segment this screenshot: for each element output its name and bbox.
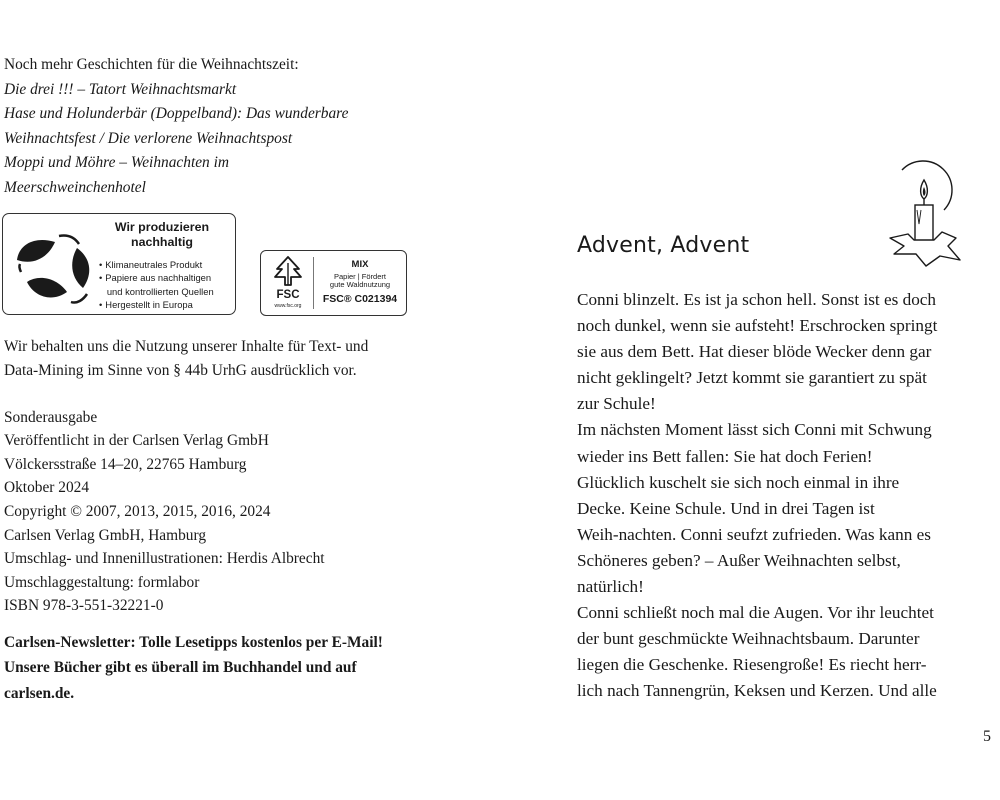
- text-line: Weih-nachten. Conni seufzt zufrieden. Was kann es: [577, 524, 931, 544]
- certification-logos: [4, 211, 424, 319]
- story-title: Meerschweinchenhotel: [4, 178, 146, 196]
- story-title: Hase und Holunderbär (Doppelband): Das wunderbare: [4, 105, 349, 123]
- text-line: Glücklich kuschelt sie sich noch einmal in ihre: [577, 472, 900, 492]
- text-line: zur Schule!: [577, 394, 656, 414]
- list-item: und kontrollierten Quellen: [106, 285, 214, 297]
- story-text: [577, 287, 997, 705]
- text-line: der bunt geschmückte Weihnachtsbaum. Darunter: [577, 629, 920, 649]
- fsc-badge: [260, 250, 407, 316]
- more-stories: [4, 53, 424, 201]
- fsc-description: Papier | Fördert gute Waldnutzung: [329, 271, 391, 290]
- badge-divider: [313, 257, 314, 309]
- story-title: Die drei !!! – Tatort Weihnachtsmarkt: [4, 80, 237, 98]
- more-stories-heading: Noch mehr Geschichten für die Weihnachtszeit:: [4, 56, 299, 73]
- text-line: liegen die Geschenke. Riesengroße! Es riecht herr-: [577, 655, 927, 675]
- fsc-license-code: FSC® C021394: [322, 292, 398, 305]
- list-item: • Klimaneutrales Produkt: [99, 258, 237, 272]
- text-line: Schöneres geben? – Außer Weihnachten selbst,: [577, 550, 901, 570]
- text-line: noch dunkel, wenn sie aufsteht! Erschrocken springt: [577, 316, 938, 336]
- leaves-recycle-icon: [13, 226, 93, 306]
- text-line: Decke. Keine Schule. Und in drei Tagen ist: [577, 498, 875, 518]
- list-item: • Papiere aus nachhaltigen: [99, 271, 237, 285]
- badge-bullets: [99, 258, 237, 312]
- text-line: nicht geklingelt? Jetzt kommt sie garantiert zu spät: [577, 368, 927, 388]
- imprint-line: Völckersstraße 14–20, 22765 Hamburg: [4, 455, 247, 473]
- candle-icon: [886, 152, 978, 270]
- imprint-line: Carlsen Verlag GmbH, Hamburg: [4, 526, 207, 544]
- chapter-title: Advent, Advent: [577, 233, 750, 258]
- text-line: Conni schließt noch mal die Augen. Vor ihr leuchtet: [577, 603, 934, 623]
- imprint-line: Copyright © 2007, 2013, 2015, 2016, 2024: [4, 502, 271, 520]
- list-item: • Hergestellt in Europa: [99, 298, 237, 312]
- fsc-tree-icon: [269, 255, 307, 289]
- sustainability-badge: [2, 213, 236, 315]
- newsletter-note: Carlsen-Newsletter: Tolle Lesetipps kostenlos per E-Mail! Unsere Bücher gibt es überall im Buchhandel und auf carlsen.de.: [4, 633, 383, 702]
- fsc-mix-label: MIX: [351, 258, 369, 270]
- imprint-line: Oktober 2024: [4, 479, 90, 497]
- left-page: [4, 53, 424, 706]
- imprint: [4, 406, 424, 618]
- text-data-mining-notice: Wir behalten uns die Nutzung unserer Inhalte für Text- und Data-Mining im Sinne von § 44b UrhG ausdrücklich vor.: [4, 337, 369, 380]
- imprint-line: Sonderausgabe: [4, 408, 98, 426]
- page-number: 5: [983, 728, 991, 745]
- text-line: wieder ins Bett fallen: Sie hat doch Ferien!: [577, 446, 873, 466]
- text-line: sie aus dem Bett. Hat dieser blöde Wecker denn gar: [577, 342, 932, 362]
- fsc-logo-text: FSC: [276, 288, 300, 301]
- text-line: Conni blinzelt. Es ist ja schon hell. Sonst ist es doch: [577, 290, 937, 309]
- story-title: Weihnachtsfest / Die verlorene Weihnachtspost: [4, 129, 293, 147]
- text-line: lich nach Tannengrün, Keksen und Kerzen. Und alle: [577, 681, 937, 701]
- text-line: natürlich!: [577, 577, 644, 597]
- fsc-website: www.fsc.org: [274, 302, 302, 309]
- imprint-line: ISBN 978-3-551-32221-0: [4, 597, 164, 615]
- imprint-line: Umschlaggestaltung: formlabor: [4, 573, 200, 591]
- story-title: Moppi und Möhre – Weihnachten im: [4, 154, 229, 172]
- imprint-line: Umschlag- und Innenillustrationen: Herdis Albrecht: [4, 550, 325, 568]
- badge-title: Wir produzieren nachhaltig: [114, 219, 210, 249]
- text-line: Im nächsten Moment lässt sich Conni mit Schwung: [577, 420, 932, 440]
- imprint-line: Veröffentlicht in der Carlsen Verlag GmbH: [4, 432, 269, 450]
